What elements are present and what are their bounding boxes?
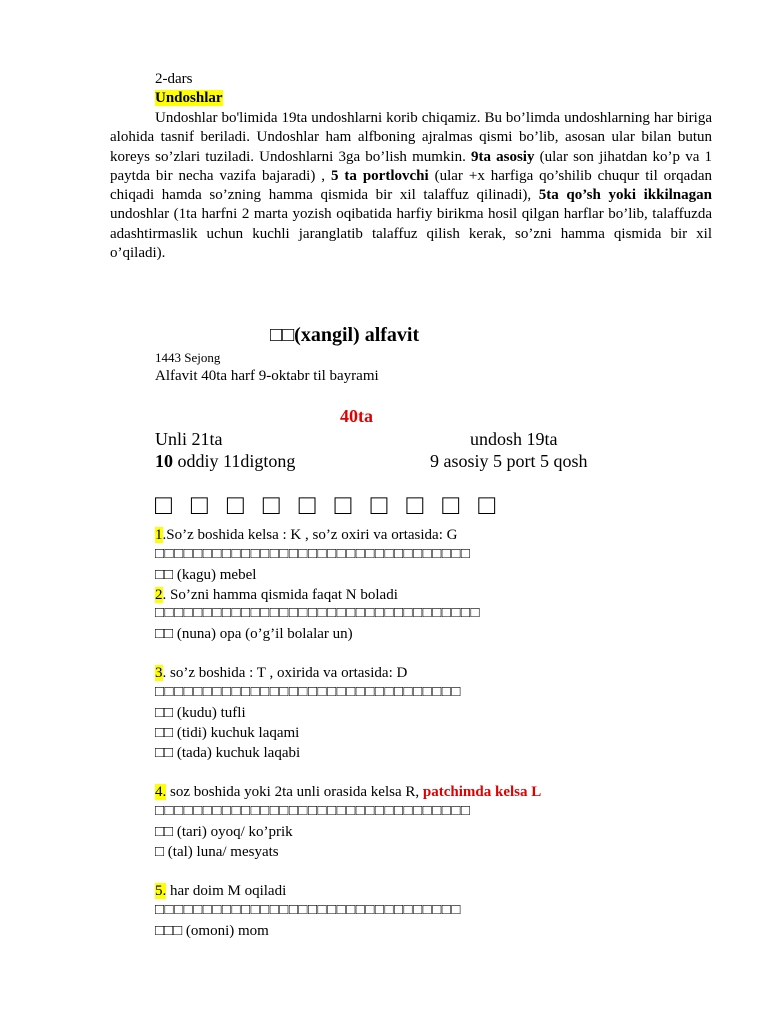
rule-4: 4. soz boshida yoki 2ta unli orasida kelsa R, patchimda kelsa L	[155, 784, 542, 800]
vowels-split: 10 oddiy 11digtong	[155, 451, 296, 471]
consonants-count: undosh 19ta	[470, 429, 558, 449]
alphabet-title: □□(xangil) alfavit	[270, 324, 420, 346]
rule-1: 1.So’z boshida kelsa : K , so’z oxiri va ortasida: G	[155, 527, 458, 543]
alphabet-info: Alfavit 40ta harf 9-oktabr til bayrami	[155, 368, 379, 384]
rule-3-hangul: □□□□□□□□□□□□□□□□□□□□□□□□□□□□□□□□	[155, 684, 461, 700]
rule-2: 2. So’zni hamma qismida faqat N boladi	[155, 587, 398, 603]
rule-1-hangul: □□□□□□□□□□□□□□□□□□□□□□□□□□□□□□□□□	[155, 546, 471, 562]
rule-4-example-2: □ (tal) luna/ mesyats	[155, 844, 279, 860]
rule-1-example: □□ (kagu) mebel	[155, 567, 257, 583]
hangul-consonants-row: □ □ □ □ □ □ □ □ □ □	[155, 490, 502, 521]
consonants-split: 9 asosiy 5 port 5 qosh	[430, 451, 588, 471]
rule-3-example-1: □□ (kudu) tufli	[155, 705, 246, 721]
rule-5: 5. har doim M oqiladi	[155, 883, 287, 899]
intro-paragraph: Undoshlar bo'limida 19ta undoshlarni korib chiqamiz. Bu bo’limda undoshlarning har biriga alohida tasnif beriladi. Undoshlar ham alfboning ajralmas qismi bo’lib, asosan ular bilan butun koreys so’zlari tuziladi. Undoshlarni 3ga bo’lish mumkin. 9ta asosiy (ular son jihatdan ko’p va 1 paytda bir necha vazifa bajaradi) , 5 ta portlovchi (ular +x harfiga qo’shilib chuqur til orqadan chiqadi hamda so’zning hamma qismida bir xil talaffuz qilinadi), 5ta qo’sh yoki ikkilnagan undoshlar (1ta harfni 2 marta yozish oqibatida harfiy birikma hosil qilgan harflar bo’lib, talaffuzda adashtirmaslik uchun kuchli jaranglatib talaffuz qilish kerak, so’zni hamma qismida bir xil o’qiladi).	[110, 110, 712, 262]
vowels-count: Unli 21ta	[155, 429, 223, 449]
rule-4-hangul: □□□□□□□□□□□□□□□□□□□□□□□□□□□□□□□□□	[155, 803, 471, 819]
rule-3-example-3: □□ (tada) kuchuk laqabi	[155, 745, 301, 761]
rule-2-example: □□ (nuna) opa (o’g’il bolalar un)	[155, 626, 353, 642]
lesson-number: 2-dars	[155, 71, 193, 87]
rule-2-hangul: □□□□□□□□□□□□□□□□□□□□□□□□□□□□□□□□□□	[155, 605, 481, 621]
section-title: Undoshlar	[155, 90, 223, 106]
sejong-note: 1443 Sejong	[155, 350, 221, 365]
total-letters: 40ta	[340, 406, 373, 426]
rule-5-example: □□□ (omoni) mom	[155, 923, 269, 939]
rule-5-hangul: □□□□□□□□□□□□□□□□□□□□□□□□□□□□□□□□	[155, 902, 461, 918]
rule-3: 3. so’z boshida : T , oxirida va ortasida: D	[155, 665, 408, 681]
rule-3-example-2: □□ (tidi) kuchuk laqami	[155, 725, 300, 741]
rule-4-example-1: □□ (tari) oyoq/ ko’prik	[155, 824, 293, 840]
